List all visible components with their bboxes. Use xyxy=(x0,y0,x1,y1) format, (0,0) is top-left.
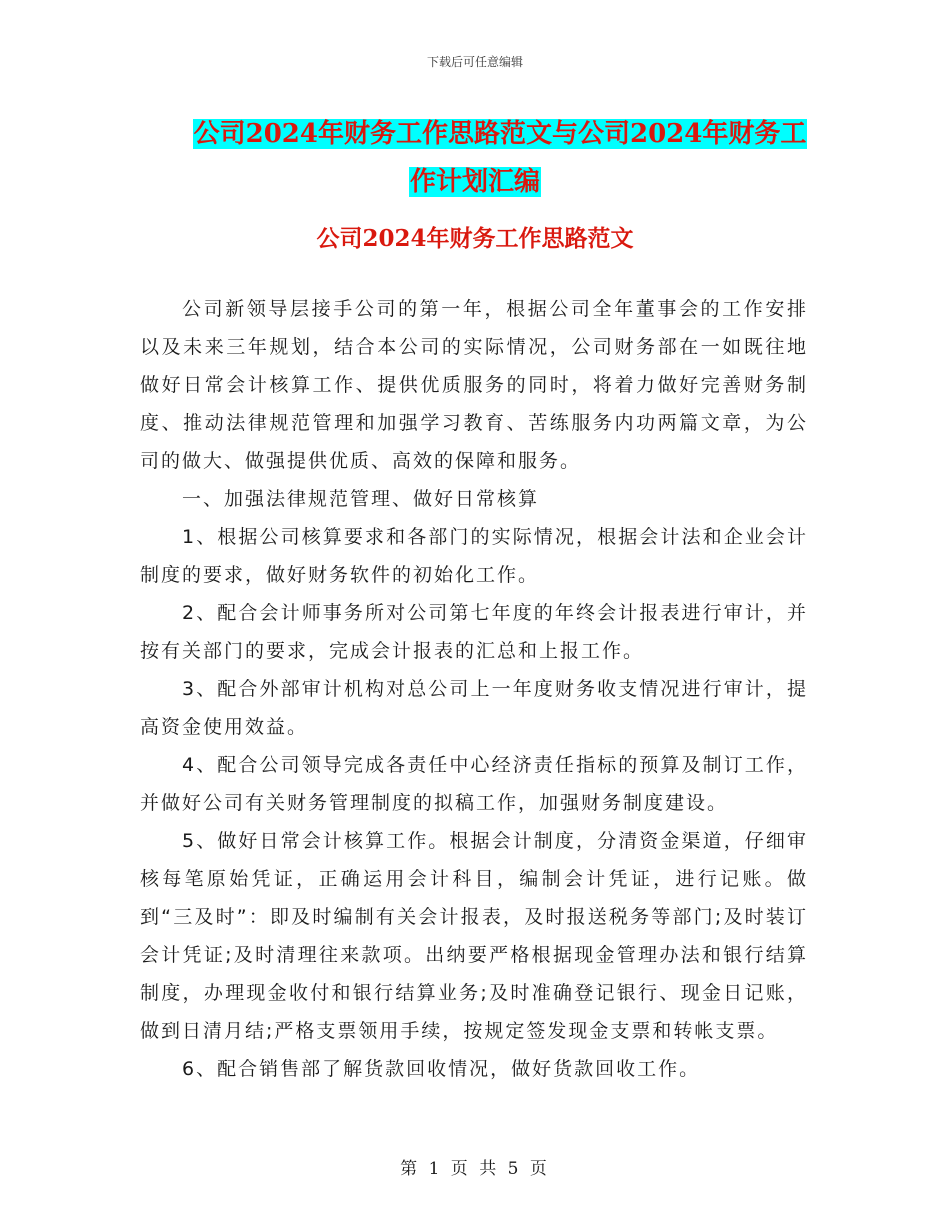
paragraph-item-2: 2、配合会计师事务所对公司第七年度的年终会计报表进行审计，并按有关部门的要求，完成会计报表的汇总和上报工作。 xyxy=(140,602,808,662)
document-title-line-2 xyxy=(0,158,950,206)
paragraph-item-5: 5、做好日常会计核算工作。根据会计制度，分清资金渠道，仔细审核每笔原始凭证，正确运用会计科目，编制会计凭证，进行记账。做到“三及时”：即及时编制有关会计报表，及时报送税务等部门;及时装订会计凭证;及时清理往来款项。出纳要严格根据现金管理办法和银行结算制度，办理现金收付和银行结算业务;及时准确登记银行、现金日记账，做到日清月结;严格支票领用手续，按规定签发现金支票和转帐支票。 xyxy=(140,830,808,1042)
paragraph-item-4: 4、配合公司领导完成各责任中心经济责任指标的预算及制订工作，并做好公司有关财务管理制度的拟稿工作，加强财务制度建设。 xyxy=(140,754,808,814)
paragraph-item-3: 3、配合外部审计机构对总公司上一年度财务收支情况进行审计，提高资金使用效益。 xyxy=(140,678,808,738)
paragraph-heading-1: 一、加强法律规范管理、做好日常核算 xyxy=(182,488,540,510)
title-highlight-1: 公司2024年财务工作思路范文与公司2024年财务工 xyxy=(193,119,807,149)
section-title: 公司2024年财务工作思路范文 xyxy=(316,225,634,252)
page-number: 第 1 页 共 5 页 xyxy=(400,1159,550,1179)
title-highlight-2: 作计划汇编 xyxy=(409,167,540,197)
paragraph-item-6: 6、配合销售部了解货款回收情况，做好货款回收工作。 xyxy=(182,1058,701,1080)
header-note: 下载后可任意编辑 xyxy=(426,55,523,69)
paragraph-intro: 公司新领导层接手公司的第一年，根据公司全年董事会的工作安排以及未来三年规划，结合本公司的实际情况，公司财务部在一如既往地做好日常会计核算工作、提供优质服务的同时，将着力做好完善财务制度、推动法律规范管理和加强学习教育、苦练服务内功两篇文章，为公司的做大、做强提供优质、高效的保障和服务。 xyxy=(140,298,808,472)
document-title xyxy=(0,110,950,206)
document-body xyxy=(140,290,808,1088)
document-title-line-1 xyxy=(0,110,950,158)
paragraph-item-1: 1、根据公司核算要求和各部门的实际情况，根据会计法和企业会计制度的要求，做好财务软件的初始化工作。 xyxy=(140,526,808,586)
